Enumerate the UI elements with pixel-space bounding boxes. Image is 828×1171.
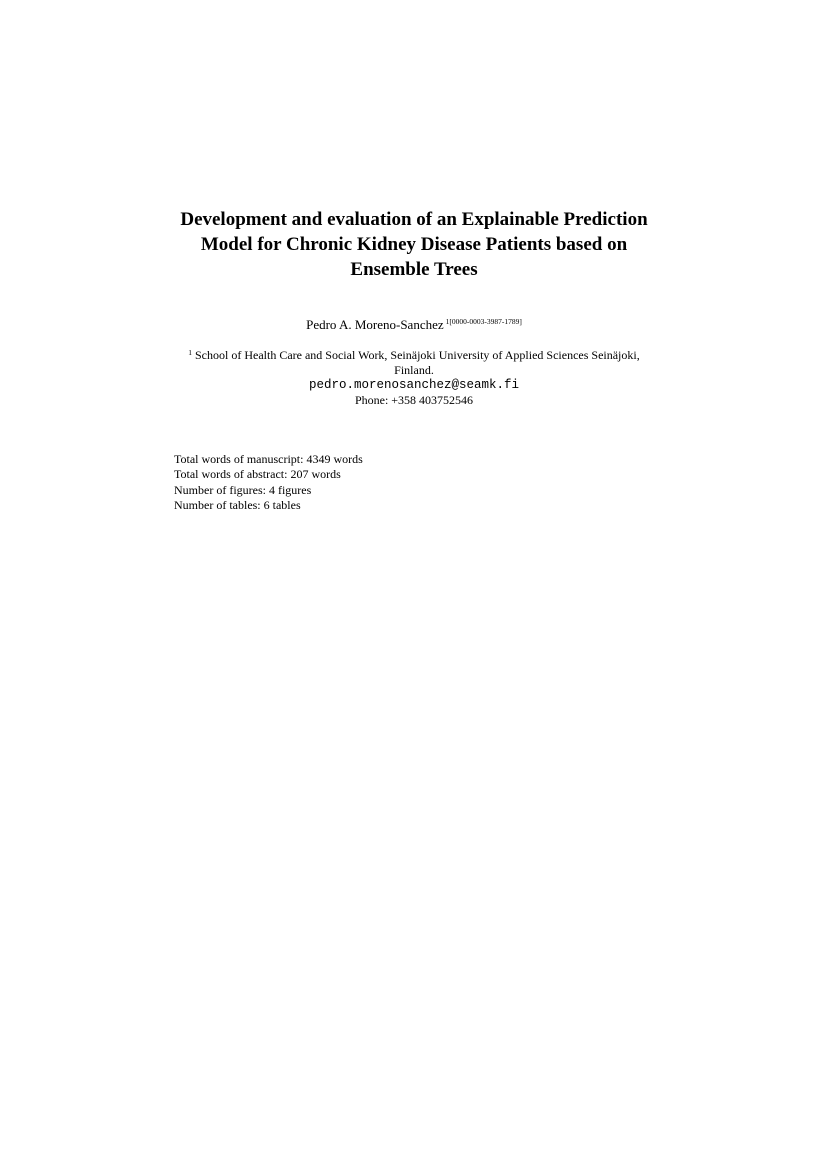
title-line-3: Ensemble Trees — [350, 259, 478, 280]
author-name: Pedro A. Moreno-Sanchez — [306, 317, 444, 332]
author-phone: Phone: +358 403752546 — [354, 393, 474, 407]
author-line — [150, 314, 678, 333]
stat-number-of-tables: Number of tables: 6 tables — [174, 497, 301, 512]
stat-number-of-figures: Number of figures: 4 figures — [174, 482, 312, 497]
affiliation-line-2: Finland. — [394, 363, 434, 377]
author-orcid-superscript: 1[0000-0003-3987-1789] — [445, 317, 522, 326]
author-email: pedro.morenosanchez@seamk.fi — [308, 378, 520, 392]
title-line-1: Development and evaluation of an Explainable Prediction — [180, 209, 648, 230]
title-line-2: Model for Chronic Kidney Disease Patients based on — [200, 234, 628, 255]
affiliation-block — [150, 345, 678, 408]
stat-total-words-abstract: Total words of abstract: 207 words — [174, 467, 341, 482]
manuscript-stats — [174, 452, 594, 513]
stat-total-words-manuscript: Total words of manuscript: 4349 words — [174, 452, 363, 466]
affiliation-marker: 1 — [188, 348, 192, 357]
affiliation-line-1 — [150, 345, 678, 363]
paper-title — [150, 207, 678, 282]
affiliation-institution: School of Health Care and Social Work, Seinäjoki University of Applied Sciences Seinäjoki, — [195, 348, 640, 362]
